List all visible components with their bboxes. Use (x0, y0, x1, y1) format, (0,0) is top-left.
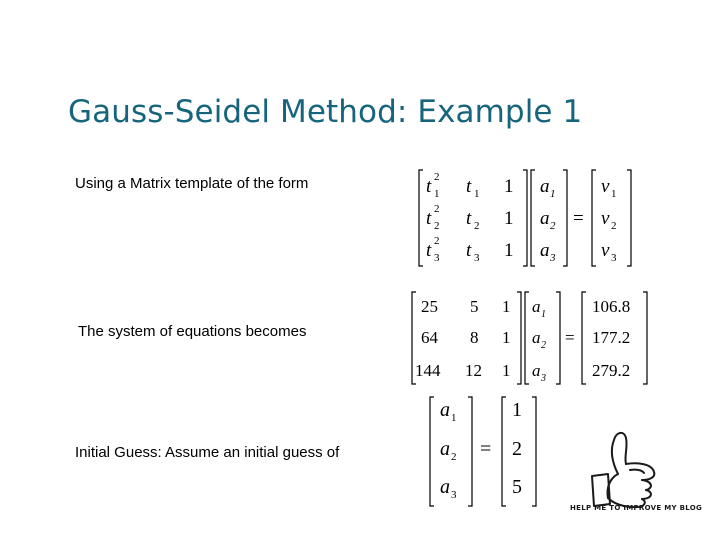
system-coef-r3c1: 144 (415, 361, 441, 380)
guess-a1-subscript: 1 (451, 412, 457, 424)
t3sq-base: t (426, 240, 432, 261)
guess-value-bracket-left (502, 397, 506, 506)
system-coef-r3c2: 12 (465, 361, 482, 380)
t1sq-power: 2 (434, 171, 440, 183)
system-coef-r1c3: 1 (502, 297, 511, 316)
system-a-bracket-right (556, 292, 560, 384)
system-equals: = (565, 328, 575, 347)
guess-label: Initial Guess: Assume an initial guess of (75, 444, 340, 461)
template-a3: a (540, 240, 550, 261)
template-a2-subscript: 2 (550, 220, 556, 232)
t1-base: t (466, 176, 472, 197)
system-a3: a (532, 361, 541, 380)
system-coef-r2c1: 64 (421, 328, 438, 347)
system-coef-r2c3: 1 (502, 328, 511, 347)
template-a3-subscript: 3 (550, 252, 556, 264)
system-a2: a (532, 328, 541, 347)
t1sq-subscript: 1 (434, 188, 440, 200)
guess-a2-subscript: 2 (451, 451, 457, 463)
blog-badge-caption: HELP ME TO IMPROVE MY BLOG (570, 504, 703, 512)
guess-a-bracket-right (468, 397, 472, 506)
template-coef-bracket-right (523, 170, 527, 266)
template-a1: a (540, 176, 550, 197)
template-one-2: 1 (504, 208, 514, 229)
template-a2: a (540, 208, 550, 229)
t3sq-subscript: 3 (434, 252, 440, 264)
guess-a-bracket-left (430, 397, 434, 506)
t1sq-base: t (426, 176, 432, 197)
system-a1: a (532, 297, 541, 316)
template-a-bracket-left (531, 170, 535, 266)
t2sq-base: t (426, 208, 432, 229)
t3-base: t (466, 240, 472, 261)
system-label: The system of equations becomes (78, 323, 307, 340)
template-v-bracket-left (592, 170, 596, 266)
system-a-bracket-left (525, 292, 529, 384)
system-coef-r3c3: 1 (502, 361, 511, 380)
template-v2: v (601, 208, 610, 229)
system-coef-r2c2: 8 (470, 328, 479, 347)
template-v3-subscript: 3 (611, 252, 617, 264)
slide-title: Gauss-Seidel Method: Example 1 (68, 94, 583, 130)
system-rhs-2: 177.2 (592, 328, 631, 347)
guess-a3: a (440, 476, 450, 498)
template-v-bracket-right (627, 170, 631, 266)
template-a1-subscript: 1 (550, 188, 556, 200)
t2-base: t (466, 208, 472, 229)
system-a3-subscript: 3 (541, 373, 546, 384)
t2sq-power: 2 (434, 203, 440, 215)
t2sq-subscript: 2 (434, 220, 440, 232)
system-rhs-bracket-right (643, 292, 647, 384)
system-rhs-1: 106.8 (592, 297, 631, 316)
template-a-bracket-right (563, 170, 567, 266)
template-equals: = (573, 208, 584, 229)
system-coef-bracket-right (517, 292, 521, 384)
t3sq-power: 2 (434, 235, 440, 247)
t1-subscript: 1 (474, 188, 480, 200)
system-rhs-3: 279.2 (592, 361, 631, 380)
guess-a1: a (440, 399, 450, 421)
template-v2-subscript: 2 (611, 220, 617, 232)
t3-subscript: 3 (474, 252, 480, 264)
system-coef-r1c2: 5 (470, 297, 479, 316)
template-v1-subscript: 1 (611, 188, 617, 200)
guess-a3-subscript: 3 (451, 489, 457, 501)
template-v1: v (601, 176, 610, 197)
guess-a2: a (440, 438, 450, 460)
guess-value-3: 5 (512, 476, 522, 498)
thumbs-up-icon (568, 418, 688, 518)
system-a1-subscript: 1 (541, 309, 546, 320)
guess-value-2: 2 (512, 438, 522, 460)
template-v3: v (601, 240, 610, 261)
guess-value-bracket-right (532, 397, 536, 506)
t2-subscript: 2 (474, 220, 480, 232)
template-coef-bracket-left (419, 170, 423, 266)
guess-equals: = (480, 438, 492, 460)
guess-value-1: 1 (512, 399, 522, 421)
template-one-1: 1 (504, 176, 514, 197)
template-one-3: 1 (504, 240, 514, 261)
system-rhs-bracket-left (582, 292, 586, 384)
system-a2-subscript: 2 (541, 340, 546, 351)
template-label: Using a Matrix template of the form (75, 175, 309, 192)
system-coef-r1c1: 25 (421, 297, 438, 316)
